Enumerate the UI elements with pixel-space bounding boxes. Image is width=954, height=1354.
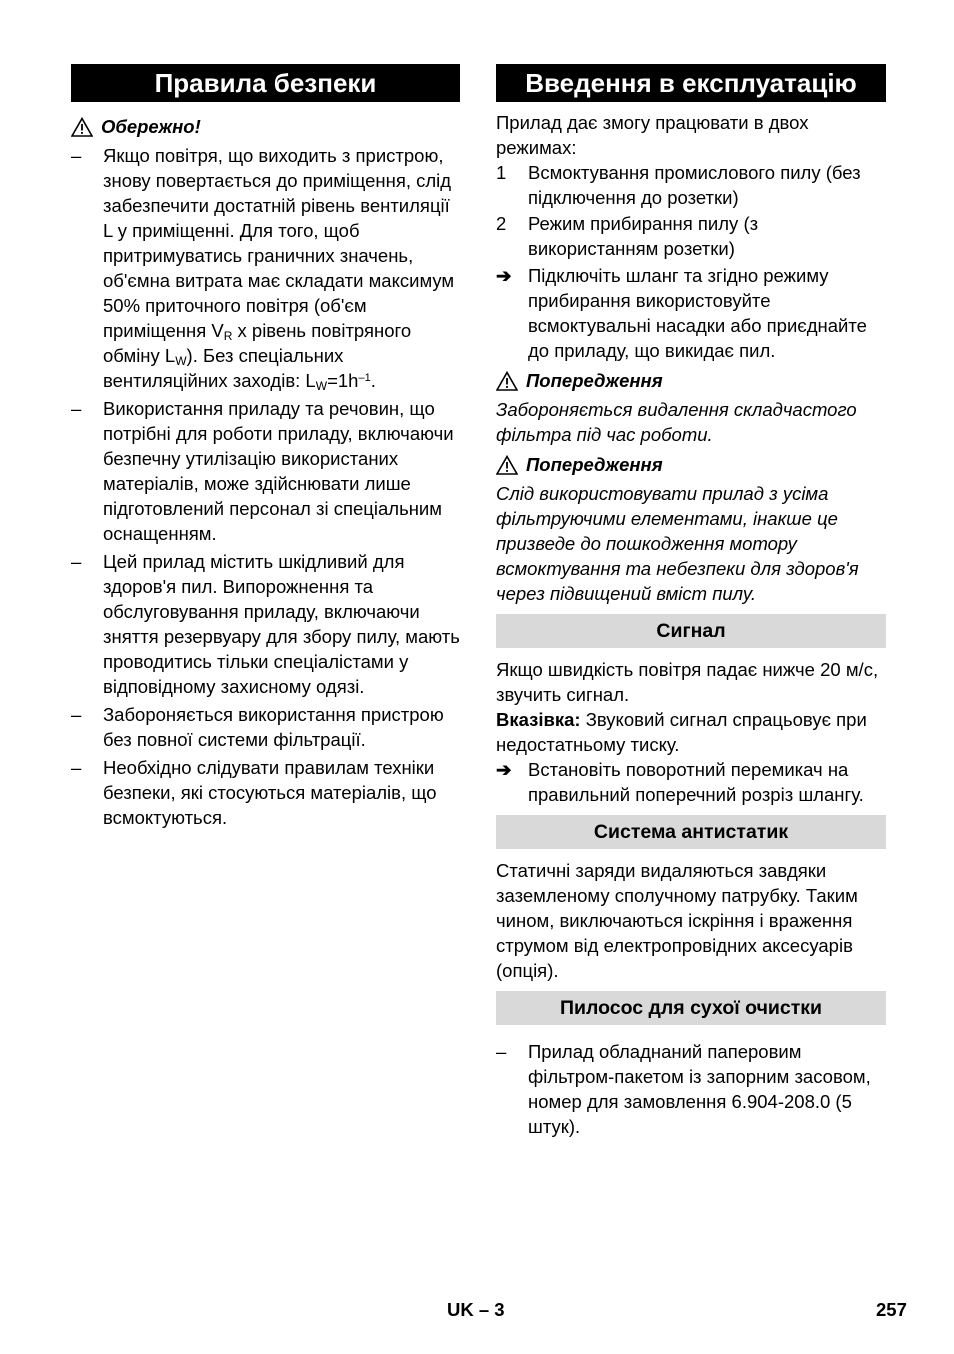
list-item <box>71 396 460 546</box>
caution-label: Обережно! <box>101 116 201 137</box>
warning-heading <box>496 452 886 477</box>
list-text: Забороняється використання пристрою без повної системи фільтрації. <box>103 704 444 750</box>
signal-action-text: Встановіть поворотний перемикач на правильний поперечний розріз шлангу. <box>528 759 864 805</box>
connect-instruction <box>496 263 886 363</box>
list-item <box>71 143 460 393</box>
footer-section-label: UK – 3 <box>447 1299 505 1320</box>
mode-item <box>496 160 886 210</box>
warning-triangle-icon <box>496 455 518 475</box>
mode-text: Всмоктування промислового пилу (без підключення до розетки) <box>528 162 861 208</box>
subscript: W <box>315 379 328 393</box>
safety-rules-title: Правила безпеки <box>71 64 460 102</box>
subscript: R <box>223 329 233 343</box>
signal-note <box>496 707 886 757</box>
arrow-right-icon: ➔ <box>496 265 512 286</box>
list-dash: – <box>71 704 82 725</box>
list-text: =1h <box>327 370 359 391</box>
list-dash: – <box>71 551 82 572</box>
signal-instruction <box>496 757 886 807</box>
warning-label: Попередження <box>526 454 663 475</box>
signal-text: Якщо швидкість повітря падає нижче 20 м/с, звучить сигнал. <box>496 659 879 705</box>
superscript: –1 <box>358 372 371 384</box>
list-text: ). Без спеціальних вентиляційних заходів: L <box>103 345 344 391</box>
warning-text: Забороняється видалення складчастого фільтра під час роботи. <box>496 399 857 445</box>
intro-text: Прилад дає змогу працювати в двох режимах: <box>496 112 809 158</box>
warning-label: Попередження <box>526 370 663 391</box>
list-text: x рівень повітряного обміну L <box>103 320 412 366</box>
right-column <box>496 64 886 1142</box>
list-item <box>71 755 460 830</box>
connect-text: Підключіть шланг та згідно режиму прибирання використовуйте всмоктувальні насадки або приєднайте до приладу, що викидає пил. <box>528 265 867 361</box>
list-dash: – <box>71 757 82 778</box>
list-dash: – <box>71 398 82 419</box>
list-item <box>496 1039 886 1139</box>
page-number: 257 <box>876 1299 907 1320</box>
warning-heading <box>496 368 886 393</box>
list-text: Цей прилад містить шкідливий для здоров'я пил. Випорожнення та обслуговування приладу, включаючи зняття резервуару для збору пилу, мають проводитись тільки спеціалістами у відповідному захисному одязі. <box>103 551 460 697</box>
antistatic-heading: Система антистатик <box>496 815 886 849</box>
list-text: . <box>370 370 376 391</box>
safety-list <box>71 143 460 830</box>
list-item <box>71 549 460 699</box>
note-label: Вказівка: <box>496 709 581 730</box>
commissioning-title: Введення в експлуатацію <box>496 64 886 102</box>
list-item <box>71 702 460 752</box>
mode-number: 2 <box>496 213 507 234</box>
arrow-right-icon: ➔ <box>496 759 512 780</box>
antistatic-text: Статичні заряди видаляються завдяки заземленому сполучному патрубку. Таким чином, виключаються іскріння і враження струмом від електропровідних аксесуарів (опція). <box>496 860 858 981</box>
left-column <box>71 64 460 833</box>
signal-heading: Сигнал <box>496 614 886 648</box>
warning-triangle-icon <box>71 117 93 137</box>
list-text: Використання приладу та речовин, що потрібні для роботи приладу, включаючи безпечну утилізацію використаних матеріалів, може здійснювати лише підготовлений персонал зі спеціальним оснащенням. <box>103 398 454 544</box>
mode-number: 1 <box>496 162 507 183</box>
list-dash: – <box>71 145 82 166</box>
caution-heading <box>71 114 460 139</box>
list-text: Якщо повітря, що виходить з пристрою, знову повертається до приміщення, слід забезпечити достатній рівень вентиляції L у приміщенні. Для того, щоб притримуватись граничних значень, об'ємна витрата має складати максимум 50% приточного повітря (об'єм приміщення V <box>103 145 455 341</box>
dry-vacuum-list <box>496 1039 886 1139</box>
list-dash: – <box>496 1041 507 1062</box>
note-text: Звуковий сигнал спрацьовує при недостатньому тиску. <box>496 709 867 755</box>
dry-vacuum-heading: Пилосос для сухої очистки <box>496 991 886 1025</box>
mode-text: Режим прибирання пилу (з використанням розетки) <box>528 213 759 259</box>
warning-triangle-icon <box>496 371 518 391</box>
mode-item <box>496 211 886 261</box>
warning-text: Слід використовувати прилад з усіма фільтруючими елементами, інакше це призведе до пошкодження мотору всмоктування та небезпеки для здоров'я через підвищений вміст пилу. <box>496 483 859 604</box>
list-text: Необхідно слідувати правилам техніки безпеки, які стосуються матеріалів, що всмоктуються. <box>103 757 437 828</box>
modes-list <box>496 160 886 261</box>
subscript: W <box>175 354 187 368</box>
list-text: Прилад обладнаний паперовим фільтром-пакетом із запорним засовом, номер для замовлення 6.904-208.0 (5 штук). <box>528 1041 871 1137</box>
